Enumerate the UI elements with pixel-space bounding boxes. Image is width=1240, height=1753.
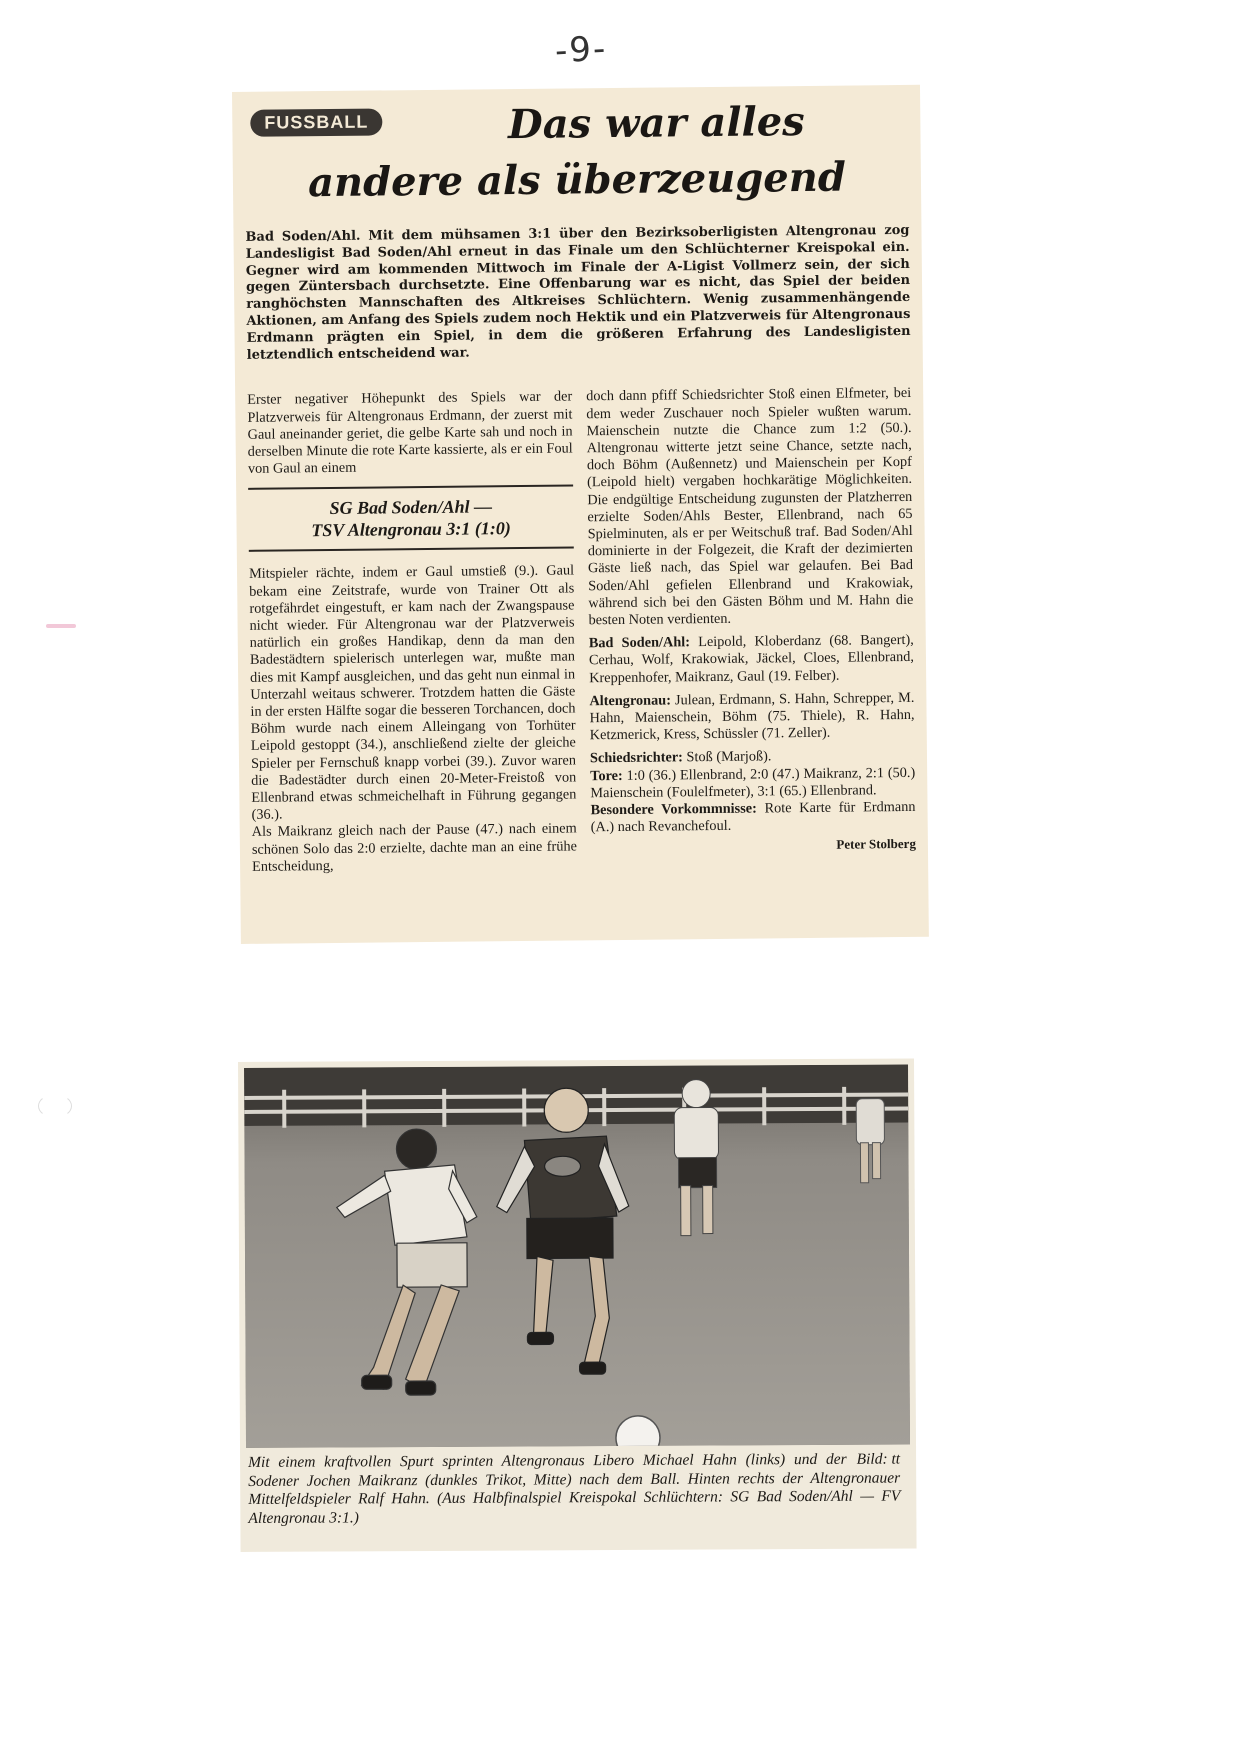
photo-clipping: [238, 1058, 917, 1552]
lineup-away: [589, 690, 915, 745]
highlighter-mark: [46, 624, 76, 628]
author-byline: Peter Stolberg: [836, 836, 916, 853]
goals: [590, 765, 915, 803]
column-right: [586, 385, 916, 872]
headline-line-2: andere als überzeugend: [307, 153, 847, 207]
incidents-text: Rote Karte für Erdmann (A.) nach Revanchefoul.: [590, 798, 916, 836]
rubric-badge: FUSSBALL: [250, 108, 382, 136]
photo-caption-text: Mit einem kraftvollen Spurt sprinten Altengronaus Libero Michael Hahn (links) und der Sodener Jochen Maikranz (dunkles Trikot, Mitte) nach dem Ball. Hinten rechts der Altengronauer Mittelfeldspieler Ralf Hahn. (Aus Halbfinalspiel Kreispokal Schlüchtern: SG Bad Soden/Ahl — FV Altengronau 3:1.): [248, 1450, 901, 1527]
lineup-home-label: Bad Soden/Ahl:: [588, 634, 691, 652]
lineup-home-players: Leipold, Kloberdanz (68. Bangert), Cerhau, Wolf, Krakowiak, Jäckel, Cloes, Ellenbrand, Kreppenhofer, Maikranz, Gaul (19. Felber).: [588, 632, 915, 686]
column-left: [247, 389, 577, 876]
result-box: [248, 485, 574, 552]
headline-area: [244, 93, 909, 222]
photo-caption: [248, 1451, 900, 1529]
punch-hole-mark: [38, 1094, 72, 1118]
referee-label: Schiedsrichter:: [589, 749, 684, 767]
goals-label: Tore:: [590, 767, 623, 784]
match-photo: [244, 1064, 910, 1447]
lineup-home: [589, 632, 915, 687]
incidents: [590, 799, 915, 837]
lineup-away-label: Altengronau:: [589, 692, 672, 710]
photo-credit: Bild: tt: [856, 1450, 901, 1468]
lineup-away-players: Julean, Erdmann, S. Hahn, Schrepper, M. Hahn, Maienschein, Böhm (75. Thiele), R. Hahn, Ketzmerick, Kress, Schüssler (71. Zeller).: [589, 689, 915, 744]
result-line-1: SG Bad Soden/Ahl —: [329, 496, 493, 519]
result-line-2: TSV Altengronau 3:1 (1:0): [311, 518, 511, 541]
article-clipping: [232, 85, 929, 944]
body-paragraph: doch dann pfiff Schiedsrichter Stoß einen Elfmeter, bei dem weder Zuschauer noch Spieler wußten warum. Maienschein nutzte die Chance zum 1:2 (50.). Altengronau witterte jetzt seine Chance, setzte nach, doch Böhm (Außennetz) und Maienschein per Kopf (Leipold hielt) vergaben hochkarätige Möglichkeiten. Die endgültige Entscheidung zugunsten der Platzherren erzielte Soden/Ahls Bester, Ellenbrand, nach 65 Spielminuten, als er per Weitschuß traf. Bad Soden/Ahl dominierte in der Folgezeit, die Kraft der dezimierten Gäste ließ nach, das Spiel war gelaufen. Bei Bad Soden/Ahl gefielen Ellenbrand und Krakowiak, während sich bei den Gästen Böhm und M. Hahn die besten Noten verdienten.: [586, 385, 914, 629]
lead-paragraph: Bad Soden/Ahl. Mit dem mühsamen 3:1 über den Bezirksoberligisten Altengronau zog Landesligist Bad Soden/Ahl erneut in das Finale um den Schlüchterner Kreispokal ein. Gegner wird am kommenden Mittwoch im Finale der A-Ligist Vollmerz sein, der sich gegen Züntersbach durchsetzte. Eine Offenbarung war es nicht, das Spiel der beiden ranghöchsten Mannschaften des Altkreises Schlüchtern. Wenig zusammenhängende Aktionen, am Anfang des Spiels zudem noch Hektik und ein Platzverweis für Altengronaus Erdmann prägten ein Spiel, in dem die größeren Erfahrung des Landesligisten letztendlich entscheidend war.: [245, 222, 911, 363]
match-photo-image: [244, 1064, 910, 1447]
body-paragraph: Erster negativer Höhepunkt des Spiels war der Platzverweis für Altengronaus Erdmann, der zuerst mit Gaul aneinander geriet, die gelbe Karte sah und noch in derselben Minute die rote Karte kassierte, als er ein Foul von Gaul an einem: [247, 388, 573, 478]
body-paragraph: Als Maikranz gleich nach der Pause (47.) nach einem schönen Solo das 2:0 erzielte, dachte man an eine frühe Entscheidung,: [251, 820, 577, 875]
article-columns: [247, 385, 916, 876]
body-paragraph: Mitspieler rächte, indem er Gaul umstieß (9.). Gaul bekam eine Zeitstrafe, wurde von Trainer Ott als rotgefährdet eingestuft, er kam nach der Zwangspause nicht wieder. Für Altengronau war der Platzverweis natürlich ein großes Handikap, denn da man den Badestädtern spielerisch unterlegen war, mußte man dies mit Kampf ausgleichen, und das geht nun einmal in Unterzahl weitaus schwerer. Trotzdem hatten die Gäste in der ersten Hälfte sogar die besseren Torchancen, doch Böhm wurde nach einem Alleingang von Torhüter Leipold gestoppt (34.), anschließend zielte der gleiche Spieler per Fernschuß knapp vorbei (39.). Zuvor waren die Badestädter durch einen 20-Meter-Freistoß von Ellenbrand etwas schmeichelhaft in Führung gegangen (36.).: [248, 562, 577, 824]
page-number: -9-: [553, 28, 609, 72]
goals-list: 1:0 (36.) Ellenbrand, 2:0 (47.) Maikranz, 2:1 (50.) Maienschein (Foulelfmeter), 3:1 (65.) Ellenbrand.: [590, 764, 916, 802]
referee-name: Stoß (Marjoß).: [682, 748, 772, 766]
headline-line-1: Das war alles: [507, 98, 805, 149]
incidents-label: Besondere Vorkommnisse:: [590, 800, 757, 819]
